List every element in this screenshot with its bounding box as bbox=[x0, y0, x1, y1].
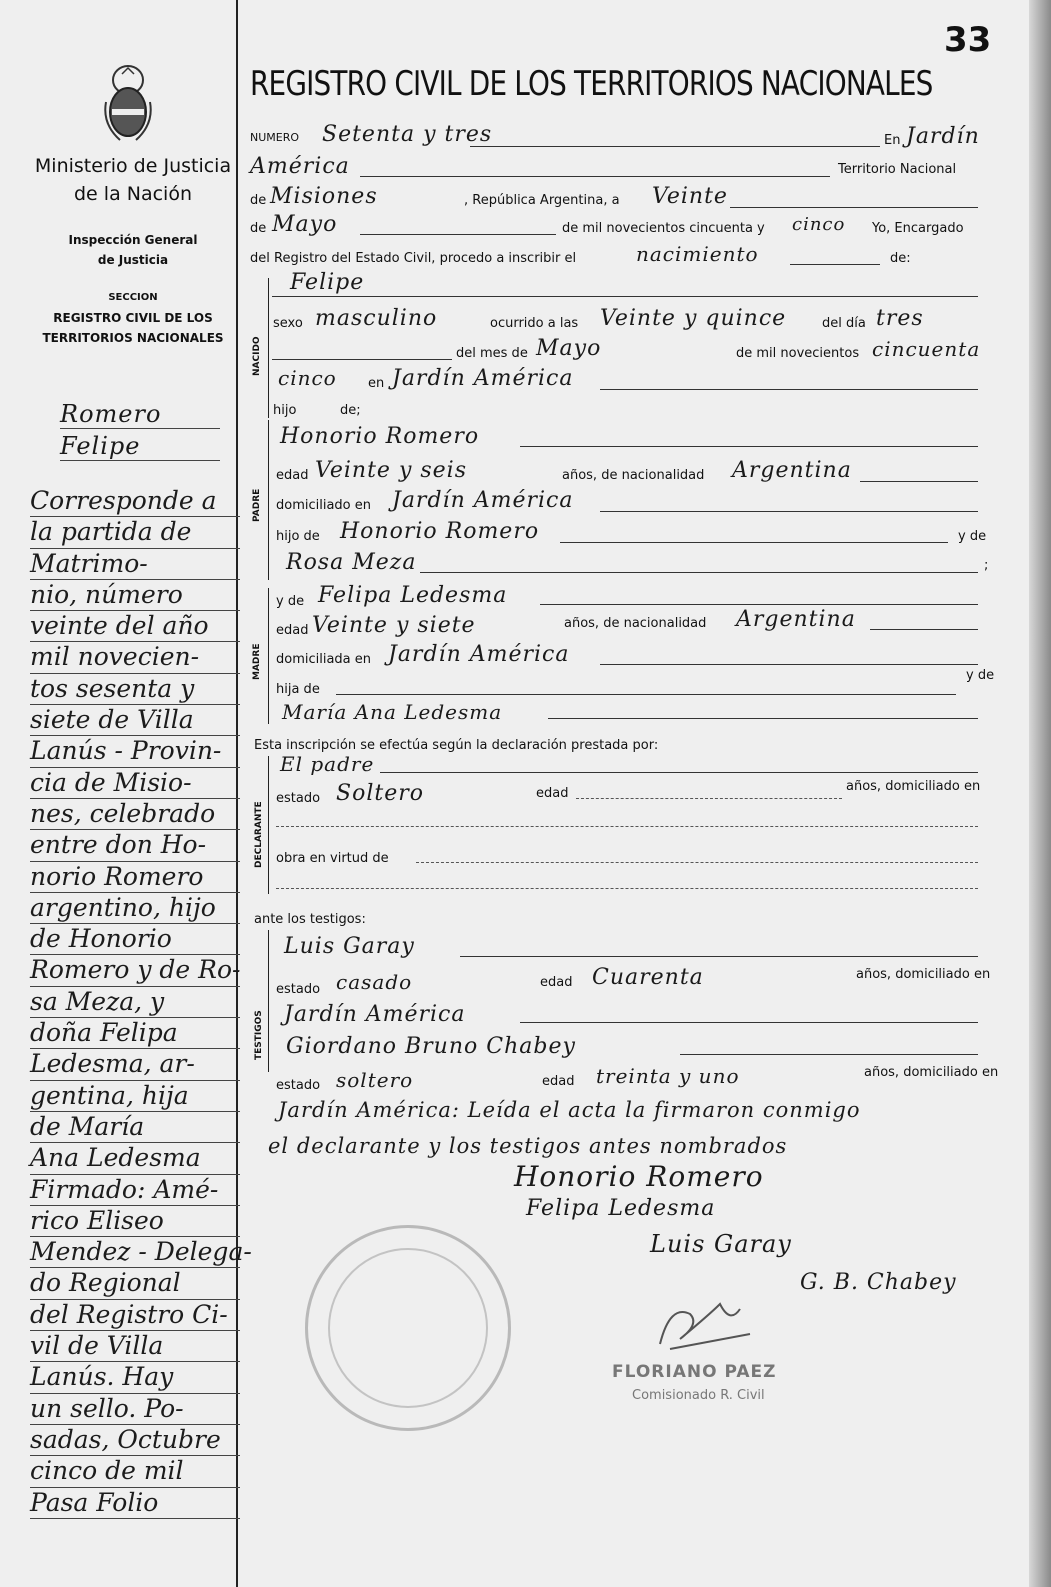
anio-label: de mil novecientos bbox=[736, 346, 860, 361]
declarante-bracket bbox=[268, 756, 269, 894]
margin-note-line: del Registro Ci- bbox=[30, 1300, 240, 1331]
margin-note-line: do Regional bbox=[30, 1268, 240, 1299]
testigo2-name: Giordano Bruno Chabey bbox=[286, 1034, 576, 1059]
margin-note-line: Matrimo- bbox=[30, 549, 240, 580]
official-title: Comisionado R. Civil bbox=[632, 1388, 765, 1403]
declarante-estado-value: Soltero bbox=[336, 781, 424, 806]
declarante-anios-label: años, domiciliado en bbox=[846, 779, 981, 794]
sexo-label: sexo bbox=[273, 316, 303, 331]
place-value-2: América bbox=[250, 154, 350, 179]
closing-line-1: Jardín América: Leída el acta la firmaron conmigo bbox=[278, 1098, 861, 1122]
official-name: FLORIANO PAEZ bbox=[612, 1362, 777, 1382]
madre-anios-label: años, de nacionalidad bbox=[564, 616, 707, 631]
mes-label: del mes de bbox=[456, 346, 528, 361]
madre-section-label: MADRE bbox=[252, 643, 262, 680]
padre-anios-label: años, de nacionalidad bbox=[562, 468, 705, 483]
margin-note-line: Firmado: Amé- bbox=[30, 1175, 240, 1206]
margin-note-line: cinco de mil bbox=[30, 1456, 240, 1487]
anio-value-1: cincuenta bbox=[872, 337, 981, 361]
margin-note-line: nio, número bbox=[30, 580, 240, 611]
official-signature-mark bbox=[640, 1294, 760, 1364]
madre-domicilio-label: domiciliada en bbox=[276, 652, 372, 667]
nacido-section-label: NACIDO bbox=[252, 336, 262, 376]
signature-testigo-2: G. B. Chabey bbox=[800, 1270, 957, 1295]
year-value: cinco bbox=[792, 214, 846, 235]
civil-registry-seal bbox=[305, 1225, 511, 1431]
ocurrido-label: ocurrido a las bbox=[490, 316, 579, 331]
madre-edad-label: edad bbox=[276, 623, 309, 638]
numero-label: NUMERO bbox=[250, 131, 300, 144]
margin-note-line: Mendez - Delega- bbox=[30, 1237, 240, 1268]
madre-bracket bbox=[268, 588, 269, 724]
registry-title: REGISTRO CIVIL DE LOS TERRITORIOS NACIONALES bbox=[250, 64, 933, 104]
de-label: de bbox=[250, 193, 267, 208]
declarante-section-label: DECLARANTE bbox=[254, 801, 264, 868]
margin-note-line: Romero y de Ro- bbox=[30, 955, 240, 986]
padre-bracket bbox=[268, 420, 269, 580]
madre-domicilio-value: Jardín América bbox=[388, 642, 570, 667]
month-value: Mayo bbox=[272, 212, 338, 237]
signature-padre: Honorio Romero bbox=[514, 1160, 764, 1193]
section-line-2: TERRITORIOS NACIONALES bbox=[42, 331, 224, 345]
padre-padre-value: Honorio Romero bbox=[340, 519, 540, 544]
margin-note-line: Lanús. Hay bbox=[30, 1362, 240, 1393]
ministry-line-1: Ministerio de Justicia bbox=[34, 155, 232, 177]
margin-note-line: argentino, hijo bbox=[30, 893, 240, 924]
margin-note-line: gentina, hija bbox=[30, 1081, 240, 1112]
margin-note-line: Corresponde a bbox=[30, 486, 240, 517]
margin-note-line: siete de Villa bbox=[30, 705, 240, 736]
inspection-line-2: de Justicia bbox=[97, 253, 169, 267]
margin-note-line: la partida de bbox=[30, 517, 240, 548]
testigo1-estado-label: estado bbox=[276, 982, 321, 997]
territorio-value: Misiones bbox=[270, 184, 378, 209]
encargado-label: Yo, Encargado bbox=[872, 221, 964, 236]
padre-edad-label: edad bbox=[276, 468, 309, 483]
padre-name: Honorio Romero bbox=[280, 424, 480, 449]
margin-note-line: nes, celebrado bbox=[30, 799, 240, 830]
de-label-2: de bbox=[250, 221, 267, 236]
declarante-obra-label: obra en virtud de bbox=[276, 851, 389, 866]
margin-note-line: norio Romero bbox=[30, 862, 240, 893]
padre-semicolon: ; bbox=[984, 558, 989, 573]
registro-label: del Registro del Estado Civil, procedo a inscribir el bbox=[250, 251, 577, 266]
margin-note-line: mil novecien- bbox=[30, 642, 240, 673]
margin-note-line: sadas, Octubre bbox=[30, 1425, 240, 1456]
margin-note-line: un sello. Po- bbox=[30, 1394, 240, 1425]
madre-madre-value: María Ana Ledesma bbox=[282, 700, 503, 724]
margin-note-line: Ana Ledesma bbox=[30, 1143, 240, 1174]
acto-value: nacimiento bbox=[636, 242, 759, 266]
year-label: de mil novecientos cincuenta y bbox=[562, 221, 765, 236]
padre-nacionalidad-value: Argentina bbox=[732, 458, 852, 483]
sidebar-given-name: Felipe bbox=[60, 432, 220, 461]
padre-madre-value: Rosa Meza bbox=[286, 550, 417, 575]
testigo1-edad-label: edad bbox=[540, 975, 573, 990]
declarante-intro: Esta inscripción se efectúa según la declaración prestada por: bbox=[254, 738, 659, 753]
madre-y-de-label-2: y de bbox=[966, 668, 995, 683]
testigos-bracket bbox=[268, 930, 269, 1072]
padre-domicilio-label: domiciliado en bbox=[276, 498, 372, 513]
testigos-section-label: TESTIGOS bbox=[254, 1010, 264, 1060]
en-label: En bbox=[884, 133, 901, 148]
margin-note bbox=[30, 486, 252, 1519]
testigo2-estado-value: soltero bbox=[336, 1068, 414, 1092]
madre-hija-label: hija de bbox=[276, 682, 320, 697]
coat-of-arms-icon bbox=[100, 62, 156, 144]
testigo2-edad-value: treinta y uno bbox=[596, 1064, 740, 1088]
nacido-bracket bbox=[268, 278, 269, 418]
padre-hijo-label: hijo de bbox=[276, 529, 320, 544]
testigo2-edad-label: edad bbox=[542, 1074, 575, 1089]
de-colon: de: bbox=[890, 251, 911, 266]
nacido-name: Felipe bbox=[290, 270, 365, 295]
hijo-de-label: de; bbox=[340, 403, 361, 418]
margin-note-line: entre don Ho- bbox=[30, 830, 240, 861]
testigo1-name: Luis Garay bbox=[284, 934, 415, 959]
declarante-estado-label: estado bbox=[276, 791, 321, 806]
margin-note-line: Pasa Folio bbox=[30, 1488, 240, 1519]
madre-edad-value: Veinte y siete bbox=[312, 613, 476, 638]
folio-number: 33 bbox=[944, 20, 992, 60]
testigo1-domicilio: Jardín América bbox=[284, 1002, 466, 1027]
lugar-value: Jardín América bbox=[392, 366, 574, 391]
margin-note-line: tos sesenta y bbox=[30, 674, 240, 705]
padre-edad-value: Veinte y seis bbox=[315, 458, 468, 483]
testigo1-estado-value: casado bbox=[336, 970, 413, 994]
margin-note-line: cia de Misio- bbox=[30, 768, 240, 799]
hijo-label: hijo bbox=[273, 403, 297, 418]
anio-value-2: cinco bbox=[278, 366, 337, 390]
testigo2-estado-label: estado bbox=[276, 1078, 321, 1093]
testigo1-edad-value: Cuarenta bbox=[592, 965, 704, 990]
day-value: Veinte bbox=[652, 184, 728, 209]
ministry-line-2: de la Nación bbox=[74, 183, 192, 205]
place-value-1: Jardín bbox=[906, 124, 980, 149]
declarante-edad-label: edad bbox=[536, 786, 569, 801]
margin-note-line: sa Meza, y bbox=[30, 987, 240, 1018]
padre-domicilio-value: Jardín América bbox=[392, 488, 574, 513]
madre-nacionalidad-value: Argentina bbox=[736, 607, 856, 632]
dia-label: del día bbox=[822, 316, 866, 331]
margin-note-line: de Honorio bbox=[30, 924, 240, 955]
section-label: SECCION bbox=[108, 292, 158, 303]
nacido-en-label: en bbox=[368, 376, 385, 391]
republica-label: , República Argentina, a bbox=[464, 193, 620, 208]
signature-madre: Felipa Ledesma bbox=[526, 1196, 716, 1221]
signature-testigo-1: Luis Garay bbox=[650, 1230, 792, 1258]
margin-note-line: Lanús - Provin- bbox=[30, 736, 240, 767]
padre-section-label: PADRE bbox=[252, 488, 262, 522]
testigo2-anios-label: años, domiciliado en bbox=[864, 1065, 999, 1080]
sexo-value: masculino bbox=[315, 306, 438, 331]
sidebar-surname: Romero bbox=[60, 400, 220, 429]
territorio-label: Territorio Nacional bbox=[838, 162, 957, 177]
margin-note-line: rico Eliseo bbox=[30, 1206, 240, 1237]
hora-value: Veinte y quince bbox=[600, 306, 787, 331]
inspection-line-1: Inspección General bbox=[68, 233, 198, 247]
margin-note-line: de María bbox=[30, 1112, 240, 1143]
margin-note-line: doña Felipa bbox=[30, 1018, 240, 1049]
madre-name: Felipa Ledesma bbox=[318, 583, 508, 608]
testigos-intro: ante los testigos: bbox=[254, 912, 366, 927]
margin-note-line: Ledesma, ar- bbox=[30, 1049, 240, 1080]
page-edge bbox=[1029, 0, 1051, 1587]
margin-note-line: vil de Villa bbox=[30, 1331, 240, 1362]
padre-y-de-label: y de bbox=[958, 529, 987, 544]
madre-y-de-label: y de bbox=[276, 594, 305, 609]
testigo1-anios-label: años, domiciliado en bbox=[856, 967, 991, 982]
declarante-name: El padre bbox=[280, 752, 375, 776]
dia-value: tres bbox=[876, 306, 924, 331]
section-line-1: REGISTRO CIVIL DE LOS bbox=[53, 311, 213, 325]
mes-value: Mayo bbox=[536, 336, 602, 361]
margin-note-line: veinte del año bbox=[30, 611, 240, 642]
numero-value: Setenta y tres bbox=[322, 122, 493, 147]
closing-line-2: el declarante y los testigos antes nombrados bbox=[268, 1134, 788, 1158]
